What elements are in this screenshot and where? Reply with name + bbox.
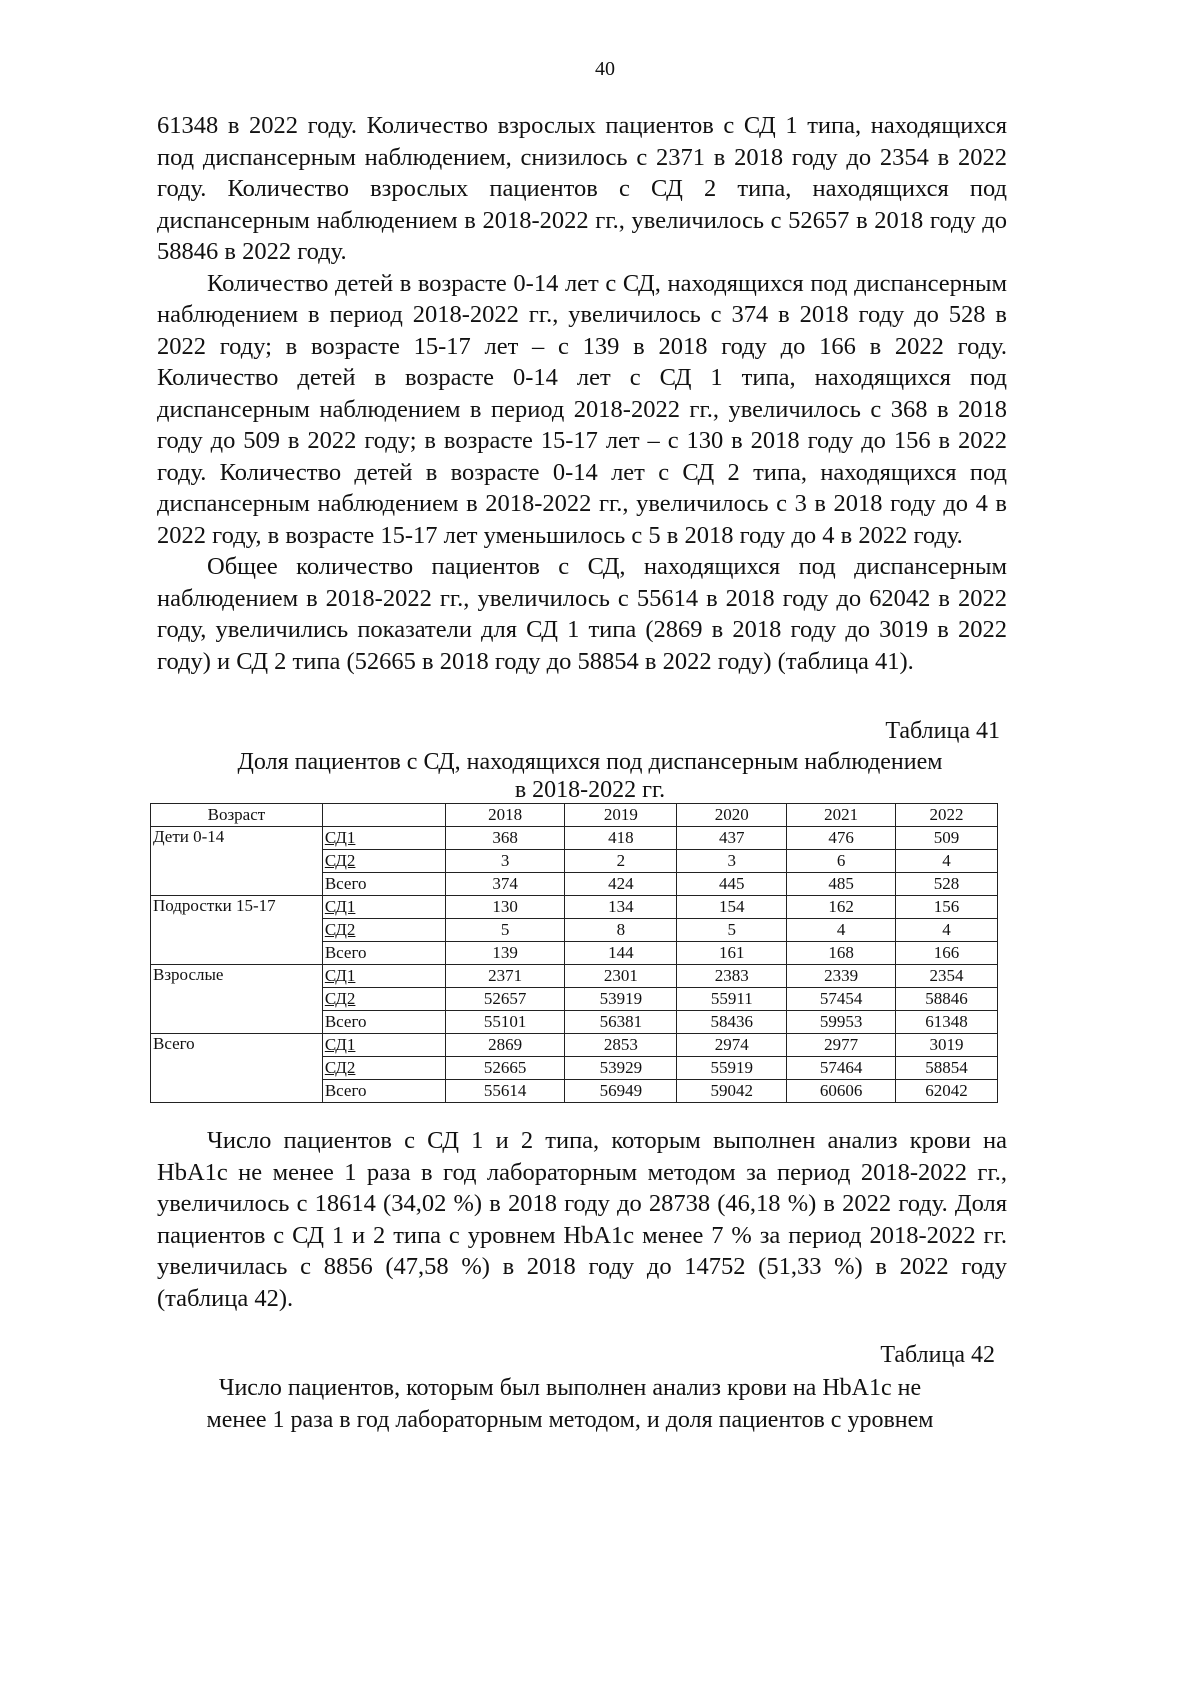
value-cell: 4 — [896, 850, 998, 873]
table-row — [151, 965, 998, 988]
header-cell — [322, 804, 445, 827]
value-cell: 56381 — [565, 1011, 677, 1034]
age-group-cell: Подростки 15-17 — [151, 896, 323, 965]
value-cell: 5 — [677, 919, 787, 942]
value-cell: 2383 — [677, 965, 787, 988]
value-cell: 62042 — [896, 1080, 998, 1103]
table-title-line: Доля пациентов с СД, находящихся под диспансерным наблюдением — [237, 749, 943, 775]
value-cell: 476 — [787, 827, 896, 850]
value-cell: 6 — [787, 850, 896, 873]
value-cell: 139 — [445, 942, 565, 965]
value-cell: 58436 — [677, 1011, 787, 1034]
value-cell: 509 — [896, 827, 998, 850]
value-cell: 2354 — [896, 965, 998, 988]
value-cell: 156 — [896, 896, 998, 919]
value-cell: 59953 — [787, 1011, 896, 1034]
value-cell: 168 — [787, 942, 896, 965]
header-cell: 2020 — [677, 804, 787, 827]
value-cell: 437 — [677, 827, 787, 850]
type-cell: СД1 — [322, 896, 445, 919]
value-cell: 2371 — [445, 965, 565, 988]
header-cell: 2021 — [787, 804, 896, 827]
header-cell: 2019 — [565, 804, 677, 827]
value-cell: 55919 — [677, 1057, 787, 1080]
value-cell: 52657 — [445, 988, 565, 1011]
table-41 — [150, 803, 998, 1103]
type-cell: СД1 — [322, 1034, 445, 1057]
value-cell: 57464 — [787, 1057, 896, 1080]
value-cell: 52665 — [445, 1057, 565, 1080]
body-text-top — [157, 110, 1007, 677]
paragraph: Число пациентов с СД 1 и 2 типа, которым выполнен анализ крови на HbA1c не менее 1 раза в год лабораторным методом за период 2018-2022 гг., увеличилось с 18614 (34,02 %) в 2018 году до 28738 (46,18 %) в 2022 году. Доля пациентов с СД 1 и 2 типа с уровнем HbA1c менее 7 % за период 2018-2022 гг. увеличилась с 8856 (47,58 %) в 2018 году до 14752 (51,33 %) в 2022 году (таблица 42). — [157, 1127, 1007, 1312]
value-cell: 55911 — [677, 988, 787, 1011]
value-cell: 2974 — [677, 1034, 787, 1057]
value-cell: 60606 — [787, 1080, 896, 1103]
table-title-line: менее 1 раза в год лабораторным методом, и доля пациентов с уровнем — [206, 1407, 934, 1433]
table-title-line: Число пациентов, которым был выполнен анализ крови на HbA1c не — [218, 1375, 922, 1401]
table-header-row — [151, 804, 998, 827]
value-cell: 445 — [677, 873, 787, 896]
header-cell: 2022 — [896, 804, 998, 827]
type-cell: СД2 — [322, 850, 445, 873]
table-42-label: Таблица 42 — [880, 1342, 995, 1368]
age-group-cell: Дети 0-14 — [151, 827, 323, 896]
value-cell: 144 — [565, 942, 677, 965]
value-cell: 4 — [896, 919, 998, 942]
header-cell: Возраст — [151, 804, 323, 827]
value-cell: 166 — [896, 942, 998, 965]
table-42-title — [120, 1372, 1020, 1436]
value-cell: 55101 — [445, 1011, 565, 1034]
table-row — [151, 1034, 998, 1057]
type-cell: Всего — [322, 942, 445, 965]
value-cell: 4 — [787, 919, 896, 942]
table-41-label: Таблица 41 — [885, 718, 1000, 744]
value-cell: 57454 — [787, 988, 896, 1011]
value-cell: 3 — [445, 850, 565, 873]
body-text-bottom — [157, 1125, 1007, 1314]
value-cell: 2977 — [787, 1034, 896, 1057]
value-cell: 2869 — [445, 1034, 565, 1057]
value-cell: 53919 — [565, 988, 677, 1011]
age-group-cell: Всего — [151, 1034, 323, 1103]
type-cell: Всего — [322, 1080, 445, 1103]
value-cell: 528 — [896, 873, 998, 896]
value-cell: 2 — [565, 850, 677, 873]
value-cell: 130 — [445, 896, 565, 919]
table-row — [151, 896, 998, 919]
type-cell: Всего — [322, 873, 445, 896]
value-cell: 2853 — [565, 1034, 677, 1057]
value-cell: 58854 — [896, 1057, 998, 1080]
value-cell: 162 — [787, 896, 896, 919]
value-cell: 485 — [787, 873, 896, 896]
value-cell: 61348 — [896, 1011, 998, 1034]
type-cell: СД2 — [322, 988, 445, 1011]
paragraph: Количество детей в возрасте 0-14 лет с СД, находящихся под диспансерным наблюдением в период 2018-2022 гг., увеличилось с 374 в 2018 году до 528 в 2022 году; в возрасте 15-17 лет – с 139 в 2018 году до 166 в 2022 году. Количество детей в возрасте 0-14 лет с СД 1 типа, находящихся под диспансерным наблюдением в период 2018-2022 гг., увеличилось с 368 в 2018 году до 509 в 2022 году; в возрасте 15-17 лет – с 130 в 2018 году до 156 в 2022 году. Количество детей в возрасте 0-14 лет с СД 2 типа, находящихся под диспансерным наблюдением в 2018-2022 гг., увеличилось с 3 в 2018 году до 4 в 2022 году, в возрасте 15-17 лет уменьшилось с 5 в 2018 году до 4 в 2022 году. — [157, 269, 1007, 549]
value-cell: 161 — [677, 942, 787, 965]
table-41-title — [140, 748, 1040, 804]
page-number: 40 — [595, 58, 615, 80]
table-row — [151, 827, 998, 850]
value-cell: 56949 — [565, 1080, 677, 1103]
table-title-line: в 2018-2022 гг. — [514, 777, 666, 803]
value-cell: 59042 — [677, 1080, 787, 1103]
value-cell: 2301 — [565, 965, 677, 988]
value-cell: 424 — [565, 873, 677, 896]
value-cell: 8 — [565, 919, 677, 942]
value-cell: 2339 — [787, 965, 896, 988]
age-group-cell: Взрослые — [151, 965, 323, 1034]
value-cell: 5 — [445, 919, 565, 942]
value-cell: 154 — [677, 896, 787, 919]
type-cell: Всего — [322, 1011, 445, 1034]
paragraph: Общее количество пациентов с СД, находящихся под диспансерным наблюдением в 2018-2022 гг., увеличилось с 55614 в 2018 году до 62042 в 2022 году, увеличились показатели для СД 1 типа (2869 в 2018 году до 3019 в 2022 году) и СД 2 типа (52665 в 2018 году до 58854 в 2022 году) (таблица 41). — [157, 553, 1007, 675]
value-cell: 368 — [445, 827, 565, 850]
value-cell: 3 — [677, 850, 787, 873]
value-cell: 55614 — [445, 1080, 565, 1103]
value-cell: 58846 — [896, 988, 998, 1011]
type-cell: СД1 — [322, 827, 445, 850]
value-cell: 134 — [565, 896, 677, 919]
type-cell: СД1 — [322, 965, 445, 988]
type-cell: СД2 — [322, 1057, 445, 1080]
value-cell: 53929 — [565, 1057, 677, 1080]
value-cell: 418 — [565, 827, 677, 850]
value-cell: 374 — [445, 873, 565, 896]
type-cell: СД2 — [322, 919, 445, 942]
value-cell: 3019 — [896, 1034, 998, 1057]
header-cell: 2018 — [445, 804, 565, 827]
paragraph: 61348 в 2022 году. Количество взрослых пациентов с СД 1 типа, находящихся под диспансерным наблюдением, снизилось с 2371 в 2018 году до 2354 в 2022 году. Количество взрослых пациентов с СД 2 типа, находящихся под диспансерным наблюдением в 2018-2022 гг., увеличилось с 52657 в 2018 году до 58846 в 2022 году. — [157, 112, 1007, 265]
